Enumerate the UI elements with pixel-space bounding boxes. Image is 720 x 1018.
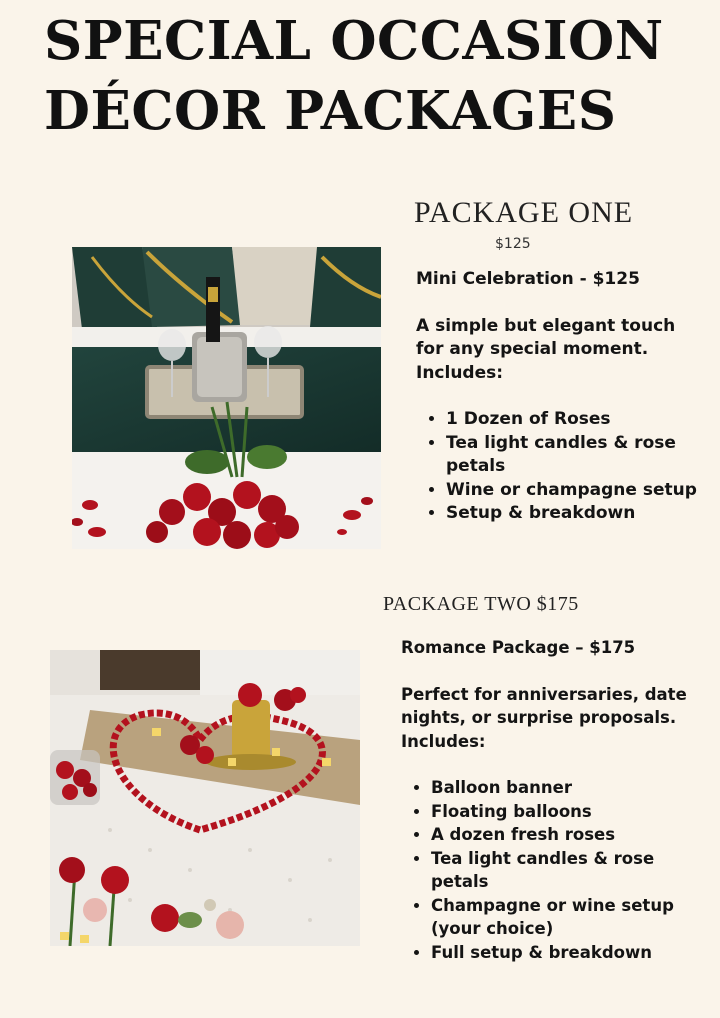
package-two-includes-label: Includes:	[401, 731, 486, 751]
page-title	[44, 6, 704, 146]
package-one-photo	[72, 247, 381, 549]
package-one-details	[416, 268, 706, 526]
list-item: • Tea light candles & rose petals	[431, 847, 701, 894]
title-line-2: DÉCOR PACKAGES	[44, 80, 617, 142]
package-one-heading: PACKAGE ONE	[414, 196, 634, 229]
package-two-description: Perfect for anniversaries, date nights, or surprise proposals.	[401, 684, 687, 727]
list-item: • Wine or champagne setup	[446, 479, 706, 503]
package-one-price: $125	[495, 236, 531, 252]
list-item: • Full setup & breakdown	[431, 941, 701, 965]
list-item: • A dozen fresh roses	[431, 823, 701, 847]
package-one-name: Mini Celebration - $125	[416, 269, 640, 289]
list-item: • 1 Dozen of Roses	[446, 408, 706, 432]
package-one-includes-label: Includes:	[416, 362, 504, 383]
list-item: • Tea light candles & rose petals	[446, 432, 706, 479]
list-item: • Setup & breakdown	[446, 502, 706, 526]
list-item: • Champagne or wine setup (your choice)	[431, 894, 701, 941]
package-two-heading: PACKAGE TWO $175	[383, 593, 579, 615]
package-two-name: Romance Package – $175	[401, 638, 636, 657]
package-two-details	[401, 636, 701, 964]
list-item: • Floating balloons	[431, 800, 701, 824]
package-one-items	[416, 408, 706, 526]
package-two-photo	[50, 650, 360, 946]
list-item: • Balloon banner	[431, 776, 701, 800]
title-line-1: SPECIAL OCCASION	[44, 10, 664, 72]
package-two-items	[401, 776, 701, 964]
package-one-description: A simple but elegant touch for any special moment.	[416, 315, 676, 359]
